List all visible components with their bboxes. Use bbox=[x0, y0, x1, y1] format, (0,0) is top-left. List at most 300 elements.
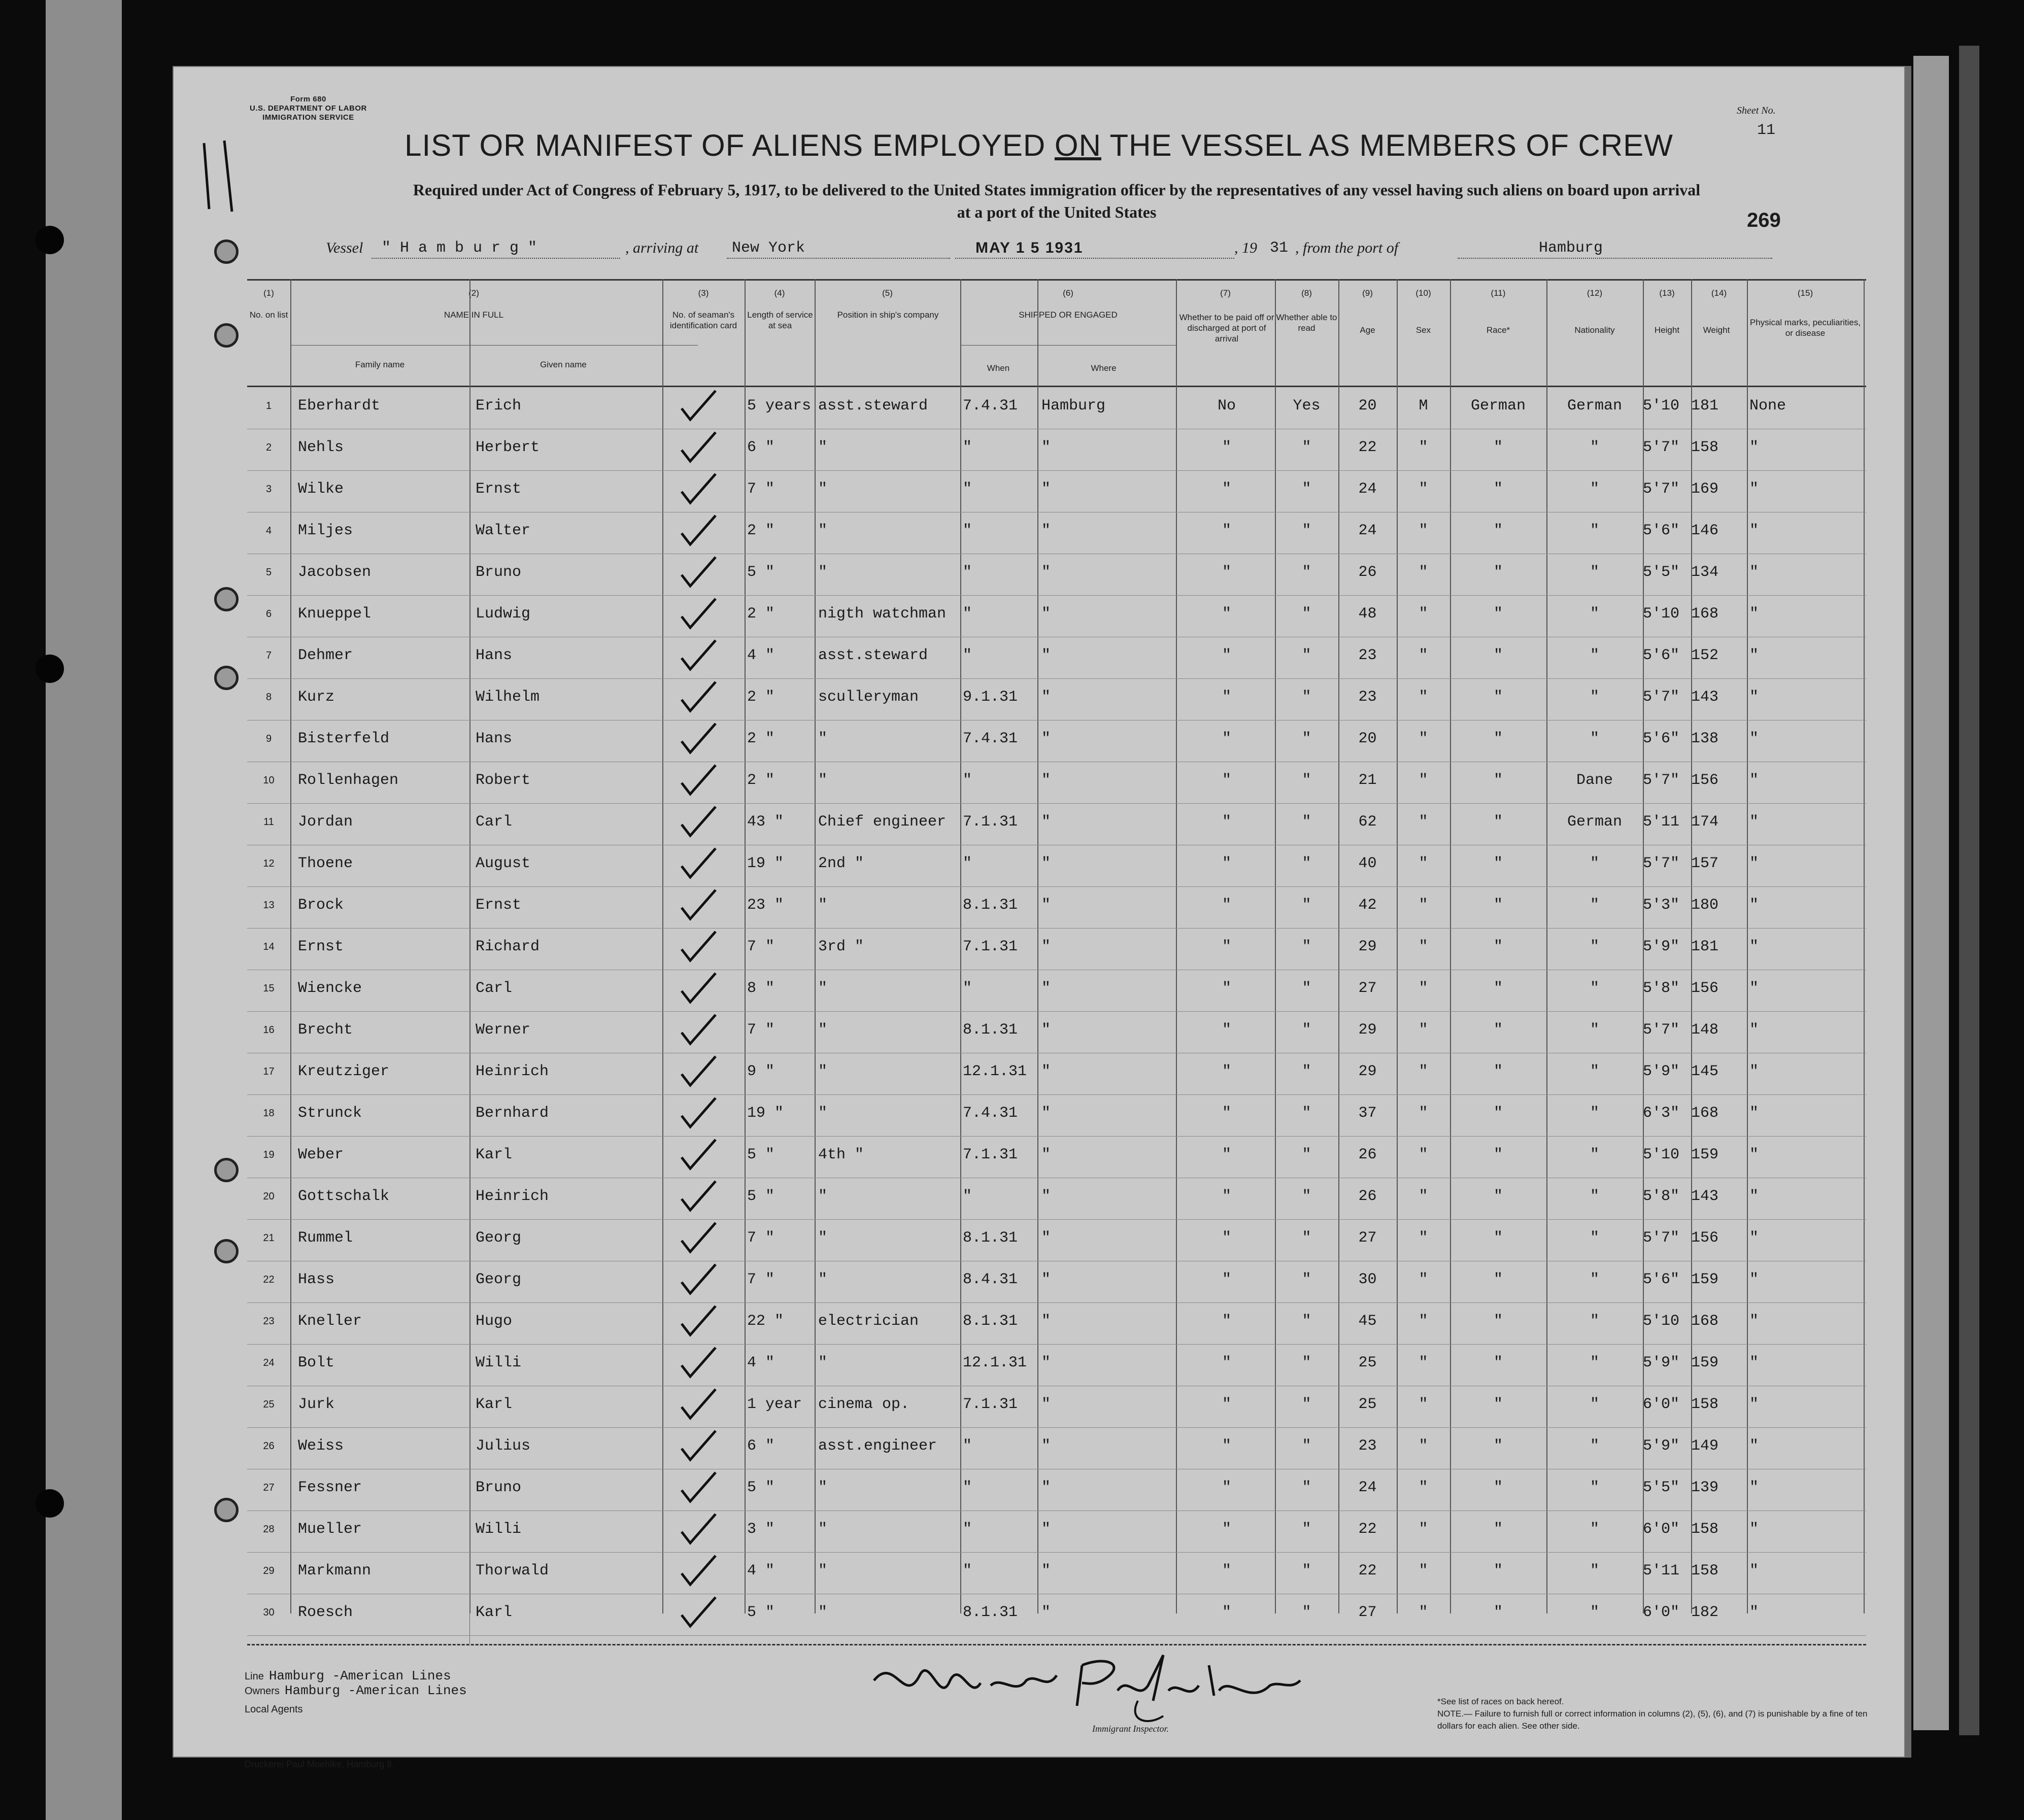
cell-height: 5'8" bbox=[1643, 1188, 1680, 1205]
cell-no: 27 bbox=[263, 1482, 275, 1493]
cell-marks: " bbox=[1749, 1313, 1759, 1330]
cell-height: 6'0" bbox=[1643, 1521, 1680, 1538]
column-number: (2) bbox=[468, 288, 479, 298]
cell-position: 4th " bbox=[818, 1146, 864, 1163]
cell-paid: " bbox=[1222, 1188, 1231, 1205]
cell-given: Thorwald bbox=[476, 1562, 549, 1579]
cell-no: 26 bbox=[263, 1440, 275, 1452]
cell-marks: " bbox=[1749, 980, 1759, 997]
cell-family: Brecht bbox=[298, 1021, 353, 1039]
checkmark-icon bbox=[678, 929, 718, 965]
cell-marks: " bbox=[1749, 813, 1759, 831]
cell-marks: " bbox=[1749, 1354, 1759, 1371]
cell-when: " bbox=[963, 855, 972, 872]
cell-height: 5'7" bbox=[1643, 1021, 1680, 1039]
cell-age: 27 bbox=[1358, 1229, 1377, 1247]
cell-race: " bbox=[1493, 439, 1503, 456]
binder-hole bbox=[36, 655, 64, 683]
cell-service: 8 " bbox=[747, 980, 775, 997]
cell-where: " bbox=[1041, 1562, 1051, 1579]
cell-height: 5'6" bbox=[1643, 730, 1680, 747]
cell-weight: 180 bbox=[1691, 897, 1719, 914]
cell-weight: 168 bbox=[1691, 605, 1719, 623]
cell-when: 7.1.31 bbox=[963, 1146, 1018, 1163]
checkmark-icon bbox=[678, 1054, 718, 1089]
cell-age: 42 bbox=[1358, 897, 1377, 914]
cell-when: " bbox=[963, 480, 972, 498]
cell-family: Markmann bbox=[298, 1562, 372, 1579]
row-rule bbox=[247, 1302, 1866, 1303]
cell-service: 5 years bbox=[747, 397, 812, 415]
cell-given: Walter bbox=[476, 522, 531, 539]
cell-marks: " bbox=[1749, 730, 1759, 747]
cell-family: Hass bbox=[298, 1271, 335, 1288]
cell-height: 5'9" bbox=[1643, 1437, 1680, 1455]
cell-position: " bbox=[818, 522, 828, 539]
cell-weight: 156 bbox=[1691, 1229, 1719, 1247]
row-rule bbox=[247, 1094, 1866, 1095]
table-row bbox=[247, 1012, 1866, 1050]
row-rule bbox=[247, 1136, 1866, 1137]
cell-sex: " bbox=[1419, 689, 1428, 706]
cell-family: Kneller bbox=[298, 1313, 362, 1330]
checkmark-icon bbox=[678, 388, 718, 424]
cell-paid: " bbox=[1222, 1396, 1231, 1413]
cell-paid: " bbox=[1222, 1479, 1231, 1496]
cell-paid: " bbox=[1222, 1562, 1231, 1579]
cell-race: " bbox=[1493, 1562, 1503, 1579]
year: 31 bbox=[1270, 239, 1289, 257]
cell-family: Dehmer bbox=[298, 647, 353, 664]
cell-paid: " bbox=[1222, 647, 1231, 664]
cell-race: German bbox=[1470, 397, 1526, 415]
column-number: (8) bbox=[1301, 288, 1312, 298]
cell-when: " bbox=[963, 439, 972, 456]
cell-where: " bbox=[1041, 1021, 1051, 1039]
cell-position: " bbox=[818, 1063, 828, 1080]
cell-race: " bbox=[1493, 1604, 1503, 1621]
punch-ring bbox=[214, 239, 239, 264]
cell-marks: " bbox=[1749, 772, 1759, 789]
cell-given: Wilhelm bbox=[476, 689, 540, 706]
cell-marks: " bbox=[1749, 605, 1759, 623]
cell-paid: " bbox=[1222, 855, 1231, 872]
table-row bbox=[247, 596, 1866, 634]
cell-given: Hans bbox=[476, 647, 513, 664]
owners-value: Hamburg -American Lines bbox=[284, 1683, 467, 1698]
cell-marks: " bbox=[1749, 480, 1759, 498]
cell-height: 5'9" bbox=[1643, 1354, 1680, 1371]
cell-when: 8.1.31 bbox=[963, 1021, 1018, 1039]
checkmark-icon bbox=[678, 971, 718, 1006]
cell-when: " bbox=[963, 605, 972, 623]
cell-read: " bbox=[1302, 813, 1311, 831]
cell-position: " bbox=[818, 1354, 828, 1371]
cell-read: " bbox=[1302, 1396, 1311, 1413]
cell-race: " bbox=[1493, 897, 1503, 914]
cell-marks: " bbox=[1749, 1271, 1759, 1288]
cell-age: 26 bbox=[1358, 564, 1377, 581]
cell-no: 30 bbox=[263, 1607, 275, 1618]
cell-service: 4 " bbox=[747, 647, 775, 664]
cell-when: 7.1.31 bbox=[963, 1396, 1018, 1413]
cell-paid: " bbox=[1222, 813, 1231, 831]
cell-height: 5'10 bbox=[1643, 1146, 1680, 1163]
cell-weight: 156 bbox=[1691, 980, 1719, 997]
cell-race: " bbox=[1493, 564, 1503, 581]
cell-sex: " bbox=[1419, 1229, 1428, 1247]
cell-family: Gottschalk bbox=[298, 1188, 390, 1205]
cell-given: Karl bbox=[476, 1146, 513, 1163]
cell-family: Wilke bbox=[298, 480, 344, 498]
checkmark-icon bbox=[678, 1470, 718, 1505]
cell-given: Herbert bbox=[476, 439, 540, 456]
binder-hole bbox=[36, 1489, 64, 1518]
cell-paid: " bbox=[1222, 772, 1231, 789]
cell-when: 8.1.31 bbox=[963, 1313, 1018, 1330]
cell-no: 1 bbox=[265, 400, 272, 411]
row-rule bbox=[247, 1427, 1866, 1428]
header-paid-off: Whether to be paid off or discharged at port of arrival bbox=[1179, 313, 1274, 344]
cell-paid: " bbox=[1222, 1105, 1231, 1122]
row-rule bbox=[247, 678, 1866, 679]
cell-sex: " bbox=[1419, 938, 1428, 955]
table-row bbox=[247, 1095, 1866, 1133]
cell-nat: " bbox=[1590, 1229, 1599, 1247]
punch-ring bbox=[214, 1498, 239, 1522]
cell-age: 23 bbox=[1358, 647, 1377, 664]
cell-when: " bbox=[963, 522, 972, 539]
column-number: (15) bbox=[1797, 288, 1813, 298]
cell-position: " bbox=[818, 1271, 828, 1288]
cell-nat: " bbox=[1590, 980, 1599, 997]
cell-position: " bbox=[818, 1021, 828, 1039]
table-row bbox=[247, 1179, 1866, 1216]
cell-age: 27 bbox=[1358, 980, 1377, 997]
cell-where: " bbox=[1041, 1229, 1051, 1247]
cell-race: " bbox=[1493, 1271, 1503, 1288]
cell-family: Jacobsen bbox=[298, 564, 372, 581]
cell-sex: " bbox=[1419, 605, 1428, 623]
cell-nat: " bbox=[1590, 1063, 1599, 1080]
cell-weight: 181 bbox=[1691, 938, 1719, 955]
cell-read: " bbox=[1302, 1188, 1311, 1205]
cell-position: 2nd " bbox=[818, 855, 864, 872]
cell-family: Weber bbox=[298, 1146, 344, 1163]
cell-nat: " bbox=[1590, 855, 1599, 872]
checkmark-icon bbox=[678, 1303, 718, 1339]
cell-age: 37 bbox=[1358, 1105, 1377, 1122]
page-stack-edge bbox=[1959, 46, 1979, 1735]
cell-weight: 156 bbox=[1691, 772, 1719, 789]
cell-marks: " bbox=[1749, 1063, 1759, 1080]
cell-when: " bbox=[963, 980, 972, 997]
cell-nat: " bbox=[1590, 1021, 1599, 1039]
cell-nat: " bbox=[1590, 1105, 1599, 1122]
cell-height: 5'7" bbox=[1643, 689, 1680, 706]
cell-race: " bbox=[1493, 980, 1503, 997]
cell-given: Erich bbox=[476, 397, 522, 415]
cell-nat: German bbox=[1567, 813, 1623, 831]
header-position: Position in ship's company bbox=[837, 310, 939, 320]
checkmark-icon bbox=[678, 1512, 718, 1547]
cell-family: Brock bbox=[298, 897, 344, 914]
cell-service: 2 " bbox=[747, 522, 775, 539]
sheet-no: 11 bbox=[1757, 122, 1776, 139]
cell-race: " bbox=[1493, 1063, 1503, 1080]
cell-read: " bbox=[1302, 647, 1311, 664]
cell-given: Julius bbox=[476, 1437, 531, 1455]
cell-service: 2 " bbox=[747, 772, 775, 789]
cell-family: Miljes bbox=[298, 522, 353, 539]
cell-weight: 158 bbox=[1691, 439, 1719, 456]
table-row bbox=[247, 1470, 1866, 1507]
cell-position: " bbox=[818, 564, 828, 581]
cell-where: " bbox=[1041, 1604, 1051, 1621]
cell-nat: " bbox=[1590, 1479, 1599, 1496]
cell-family: Nehls bbox=[298, 439, 344, 456]
cell-nat: " bbox=[1590, 1562, 1599, 1579]
cell-when: " bbox=[963, 1479, 972, 1496]
cell-service: 5 " bbox=[747, 564, 775, 581]
from-port: Hamburg bbox=[1539, 239, 1603, 257]
checkmark-icon bbox=[678, 1179, 718, 1214]
cell-weight: 174 bbox=[1691, 813, 1719, 831]
cell-no: 16 bbox=[263, 1024, 275, 1036]
cell-where: " bbox=[1041, 522, 1051, 539]
cell-position: " bbox=[818, 1105, 828, 1122]
punch-ring bbox=[214, 587, 239, 611]
cell-given: Willi bbox=[476, 1521, 522, 1538]
checkmark-icon bbox=[678, 638, 718, 673]
cell-height: 5'6" bbox=[1643, 522, 1680, 539]
cell-weight: 168 bbox=[1691, 1313, 1719, 1330]
cell-age: 25 bbox=[1358, 1396, 1377, 1413]
cell-no: 24 bbox=[263, 1357, 275, 1368]
cell-family: Jurk bbox=[298, 1396, 335, 1413]
table-row bbox=[247, 388, 1866, 426]
cell-race: " bbox=[1493, 772, 1503, 789]
cell-service: 7 " bbox=[747, 1229, 775, 1247]
cell-when: 7.4.31 bbox=[963, 1105, 1018, 1122]
punch-ring bbox=[214, 666, 239, 690]
checkmark-icon bbox=[678, 1262, 718, 1297]
cell-when: " bbox=[963, 772, 972, 789]
header-sex: Sex bbox=[1415, 325, 1431, 335]
table-row bbox=[247, 1303, 1866, 1341]
cell-paid: " bbox=[1222, 938, 1231, 955]
cell-given: Bruno bbox=[476, 564, 522, 581]
cell-paid: " bbox=[1222, 1146, 1231, 1163]
table-row bbox=[247, 555, 1866, 592]
from-label: , from the port of bbox=[1295, 239, 1399, 256]
checkmark-icon bbox=[678, 513, 718, 548]
cell-where: " bbox=[1041, 897, 1051, 914]
table-row bbox=[247, 971, 1866, 1008]
cell-paid: " bbox=[1222, 1271, 1231, 1288]
cell-nat: " bbox=[1590, 647, 1599, 664]
column-number: (11) bbox=[1491, 288, 1506, 298]
cell-weight: 146 bbox=[1691, 522, 1719, 539]
table-row bbox=[247, 1262, 1866, 1299]
column-number: (14) bbox=[1711, 288, 1727, 298]
table-row bbox=[247, 471, 1866, 509]
cell-family: Weiss bbox=[298, 1437, 344, 1455]
cell-read: " bbox=[1302, 1105, 1311, 1122]
cell-sex: " bbox=[1419, 522, 1428, 539]
cell-where: " bbox=[1041, 813, 1051, 831]
cell-given: Robert bbox=[476, 772, 531, 789]
cell-race: " bbox=[1493, 480, 1503, 498]
cell-marks: " bbox=[1749, 1105, 1759, 1122]
cell-position: " bbox=[818, 772, 828, 789]
cell-nat: " bbox=[1590, 1396, 1599, 1413]
cell-paid: " bbox=[1222, 1437, 1231, 1455]
table-row bbox=[247, 929, 1866, 967]
cell-where: " bbox=[1041, 855, 1051, 872]
cell-marks: " bbox=[1749, 689, 1759, 706]
cell-service: 5 " bbox=[747, 1188, 775, 1205]
cell-no: 15 bbox=[263, 983, 275, 994]
header-physical: Physical marks, peculiarities, or disease bbox=[1749, 318, 1861, 338]
cell-paid: " bbox=[1222, 605, 1231, 623]
cell-when: " bbox=[963, 564, 972, 581]
header-name-in-full: NAME IN FULL bbox=[444, 310, 504, 320]
cell-given: Georg bbox=[476, 1229, 522, 1247]
column-number: (13) bbox=[1659, 288, 1675, 298]
binder-strip bbox=[46, 0, 122, 1820]
cell-service: 19 " bbox=[747, 855, 784, 872]
cell-when: 8.1.31 bbox=[963, 1604, 1018, 1621]
cell-given: August bbox=[476, 855, 531, 872]
cell-where: " bbox=[1041, 730, 1051, 747]
cell-race: " bbox=[1493, 1437, 1503, 1455]
cell-no: 21 bbox=[263, 1232, 275, 1244]
cell-read: " bbox=[1302, 1146, 1311, 1163]
cell-height: 5'7" bbox=[1643, 772, 1680, 789]
arriving-label: , arriving at bbox=[625, 239, 699, 256]
cell-sex: " bbox=[1419, 1396, 1428, 1413]
table-row bbox=[247, 763, 1866, 800]
vessel-line bbox=[326, 239, 1864, 265]
table-row bbox=[247, 804, 1866, 842]
cell-where: " bbox=[1041, 564, 1051, 581]
subtitle bbox=[295, 179, 1818, 223]
form-number: Form 680 bbox=[290, 95, 326, 104]
cell-paid: " bbox=[1222, 1521, 1231, 1538]
cell-given: Richard bbox=[476, 938, 540, 955]
cell-paid: " bbox=[1222, 730, 1231, 747]
cell-given: Carl bbox=[476, 980, 513, 997]
cell-race: " bbox=[1493, 1313, 1503, 1330]
agents-label: Local Agents bbox=[245, 1704, 303, 1715]
cell-where: " bbox=[1041, 1437, 1051, 1455]
cell-height: 5'7" bbox=[1643, 439, 1680, 456]
cell-no: 4 bbox=[265, 525, 272, 536]
cell-service: 7 " bbox=[747, 480, 775, 498]
cell-given: Karl bbox=[476, 1396, 513, 1413]
cell-given: Werner bbox=[476, 1021, 531, 1039]
cell-sex: " bbox=[1419, 439, 1428, 456]
cell-no: 23 bbox=[263, 1316, 275, 1327]
cell-where: " bbox=[1041, 1105, 1051, 1122]
checkmark-icon bbox=[678, 1095, 718, 1131]
checkmark-icon bbox=[678, 430, 718, 465]
cell-weight: 139 bbox=[1691, 1479, 1719, 1496]
cell-weight: 134 bbox=[1691, 564, 1719, 581]
cell-sex: " bbox=[1419, 480, 1428, 498]
cell-paid: " bbox=[1222, 980, 1231, 997]
cell-given: Hans bbox=[476, 730, 513, 747]
cell-when: 8.4.31 bbox=[963, 1271, 1018, 1288]
cell-race: " bbox=[1493, 605, 1503, 623]
cell-family: Thoene bbox=[298, 855, 353, 872]
cell-no: 18 bbox=[263, 1108, 275, 1119]
cell-marks: " bbox=[1749, 1396, 1759, 1413]
cell-given: Heinrich bbox=[476, 1063, 549, 1080]
cell-where: " bbox=[1041, 1396, 1051, 1413]
checkmark-icon bbox=[678, 721, 718, 757]
cell-service: 23 " bbox=[747, 897, 784, 914]
cell-weight: 159 bbox=[1691, 1146, 1719, 1163]
cell-paid: " bbox=[1222, 1229, 1231, 1247]
cell-position: " bbox=[818, 897, 828, 914]
cell-given: Hugo bbox=[476, 1313, 513, 1330]
cell-no: 13 bbox=[263, 900, 275, 911]
footnote bbox=[1437, 1696, 1874, 1732]
checkmark-icon bbox=[678, 846, 718, 881]
column-number: (12) bbox=[1587, 288, 1603, 298]
cell-age: 45 bbox=[1358, 1313, 1377, 1330]
page-title bbox=[174, 128, 1904, 163]
cell-race: " bbox=[1493, 1105, 1503, 1122]
row-rule bbox=[247, 928, 1866, 929]
cell-read: Yes bbox=[1293, 397, 1321, 415]
cell-given: Bernhard bbox=[476, 1105, 549, 1122]
checkmark-icon bbox=[678, 1595, 718, 1630]
cell-sex: " bbox=[1419, 1479, 1428, 1496]
cell-nat: " bbox=[1590, 1354, 1599, 1371]
cell-weight: 149 bbox=[1691, 1437, 1719, 1455]
cell-read: " bbox=[1302, 980, 1311, 997]
table-row bbox=[247, 1512, 1866, 1549]
checkmark-icon bbox=[678, 596, 718, 632]
cell-service: 2 " bbox=[747, 730, 775, 747]
cell-age: 24 bbox=[1358, 522, 1377, 539]
cell-paid: " bbox=[1222, 689, 1231, 706]
cell-no: 2 bbox=[265, 442, 272, 453]
cell-read: " bbox=[1302, 938, 1311, 955]
cell-age: 22 bbox=[1358, 1562, 1377, 1579]
cell-family: Fessner bbox=[298, 1479, 362, 1496]
cell-race: " bbox=[1493, 689, 1503, 706]
cell-marks: " bbox=[1749, 855, 1759, 872]
cell-age: 48 bbox=[1358, 605, 1377, 623]
checkmark-icon bbox=[678, 1387, 718, 1422]
cell-sex: " bbox=[1419, 1562, 1428, 1579]
cell-when: 8.1.31 bbox=[963, 897, 1018, 914]
cell-marks: " bbox=[1749, 522, 1759, 539]
cell-sex: " bbox=[1419, 813, 1428, 831]
row-rule bbox=[247, 1011, 1866, 1012]
cell-sex: " bbox=[1419, 980, 1428, 997]
cell-no: 12 bbox=[263, 858, 275, 869]
cell-marks: " bbox=[1749, 647, 1759, 664]
footer-info bbox=[245, 1665, 467, 1720]
cell-height: 5'7" bbox=[1643, 855, 1680, 872]
cell-service: 7 " bbox=[747, 1021, 775, 1039]
punch-ring bbox=[214, 323, 239, 348]
